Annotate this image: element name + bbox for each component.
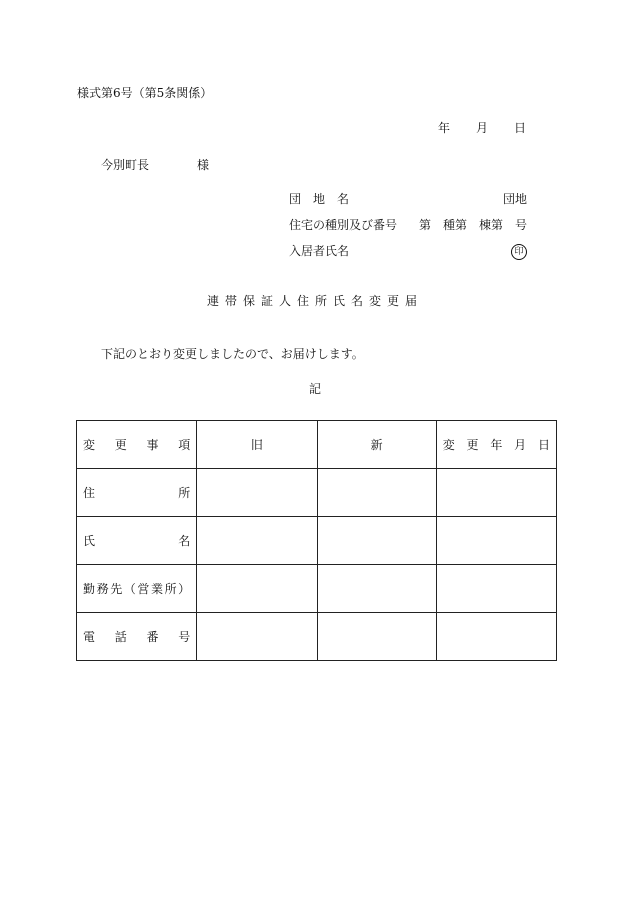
addressee-honorific: 様 <box>197 158 210 172</box>
row-label <box>77 565 197 613</box>
document-title: 連帯保証人住所氏名変更届 <box>206 294 423 308</box>
date-month: 月 <box>475 121 488 135</box>
label-char: 営 <box>137 582 150 596</box>
table-row <box>77 517 557 565</box>
seal-mark: 印 <box>511 244 527 260</box>
label-char: ） <box>178 582 191 596</box>
label-char: 名 <box>178 534 191 548</box>
addressee <box>101 158 209 172</box>
housing-value: 第 種第 棟第 号 <box>418 218 527 232</box>
new-cell[interactable] <box>317 469 436 517</box>
label-char: 務 <box>96 582 109 596</box>
label-char: 電 <box>83 630 96 644</box>
header-old: 旧 <box>197 421 317 469</box>
label-char: 日 <box>537 438 550 452</box>
housing-row <box>289 218 527 244</box>
label-char: 事 <box>146 438 159 452</box>
label-char: 話 <box>114 630 127 644</box>
old-cell[interactable] <box>197 517 317 565</box>
resident-row <box>289 244 527 270</box>
header-item-text <box>83 436 190 453</box>
table-row <box>77 613 557 661</box>
date-year: 年 <box>437 121 450 135</box>
label-char: 住 <box>83 486 96 500</box>
header-date-text <box>443 436 550 453</box>
header-item <box>77 421 197 469</box>
new-cell[interactable] <box>317 565 436 613</box>
label-char: 所 <box>178 486 191 500</box>
row-label <box>77 469 197 517</box>
label-char: 変 <box>83 438 96 452</box>
resident-label: 入居者氏名 <box>289 244 350 258</box>
label-char: 項 <box>178 438 191 452</box>
addressee-name: 今別町長 <box>101 158 150 172</box>
date-cell[interactable] <box>436 613 556 661</box>
label-char: 変 <box>442 438 455 452</box>
complex-label: 団 地 名 <box>289 192 350 206</box>
date-cell[interactable] <box>436 565 556 613</box>
table-row <box>77 469 557 517</box>
label-char: 更 <box>114 438 127 452</box>
label-char: 勤 <box>83 582 96 596</box>
row-label-text <box>83 484 190 501</box>
date-line <box>438 121 526 135</box>
row-label <box>77 517 197 565</box>
label-char: 業 <box>150 582 163 596</box>
new-cell[interactable] <box>317 613 436 661</box>
label-char: 番 <box>146 630 159 644</box>
complex-suffix: 団地 <box>502 192 527 206</box>
old-cell[interactable] <box>197 613 317 661</box>
row-label-text <box>83 580 190 597</box>
row-label-text <box>83 628 190 645</box>
label-char: 号 <box>178 630 191 644</box>
form-number: 様式第6号（第5条関係） <box>77 86 213 100</box>
header-new: 新 <box>317 421 436 469</box>
label-char: 更 <box>466 438 479 452</box>
housing-label: 住宅の種別及び番号 <box>289 218 398 232</box>
date-day: 日 <box>513 121 526 135</box>
old-cell[interactable] <box>197 565 317 613</box>
table-row <box>77 565 557 613</box>
change-table <box>76 420 557 661</box>
label-char: 月 <box>514 438 527 452</box>
label-char: （ <box>123 582 136 596</box>
table-header-row <box>77 421 557 469</box>
header-date <box>436 421 556 469</box>
applicant-block <box>289 192 527 270</box>
label-char: 先 <box>110 582 123 596</box>
ki-heading: 記 <box>308 382 321 396</box>
label-char: 年 <box>490 438 503 452</box>
row-label <box>77 613 197 661</box>
intro-text: 下記のとおり変更しましたので、お届けします。 <box>101 347 364 361</box>
label-char: 所 <box>164 582 177 596</box>
row-label-text <box>83 532 190 549</box>
date-cell[interactable] <box>436 469 556 517</box>
date-cell[interactable] <box>436 517 556 565</box>
new-cell[interactable] <box>317 517 436 565</box>
label-char: 氏 <box>83 534 96 548</box>
old-cell[interactable] <box>197 469 317 517</box>
complex-row <box>289 192 527 218</box>
